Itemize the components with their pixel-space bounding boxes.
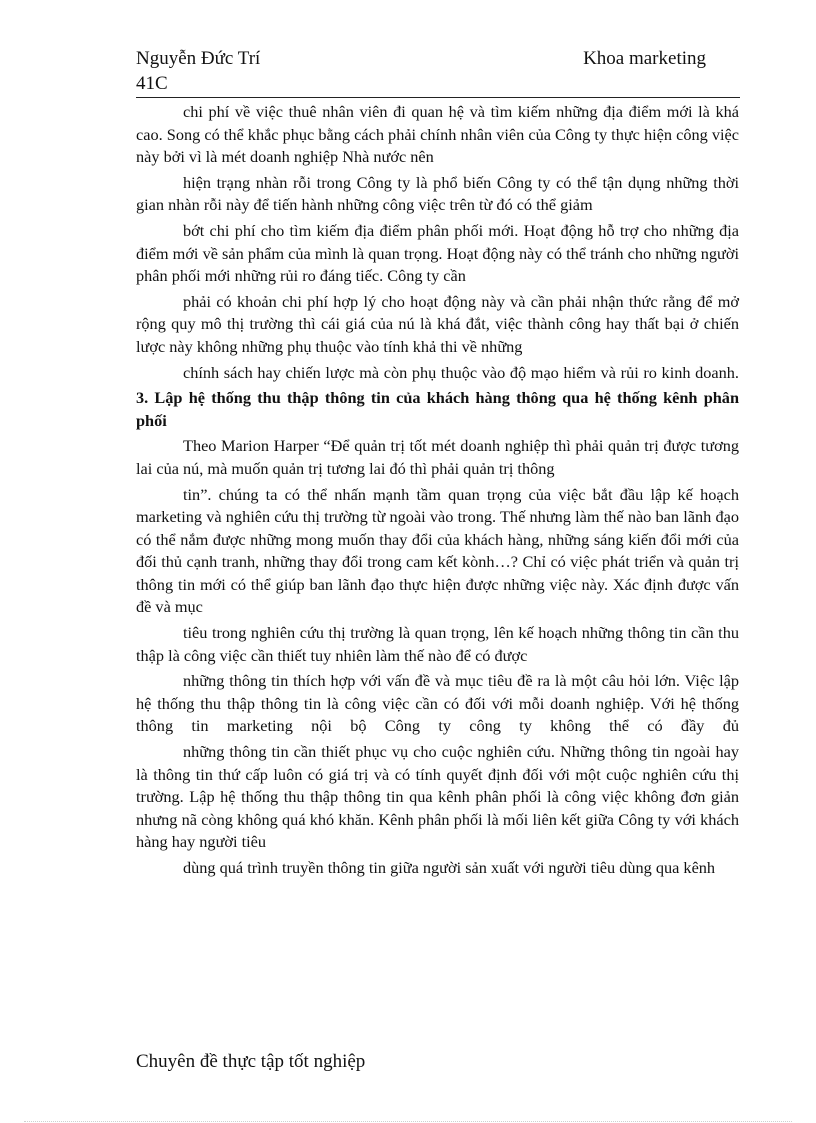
header-divider: [136, 97, 740, 98]
page-footer: Chuyên đề thực tập tốt nghiệp: [136, 1051, 366, 1072]
paragraph: tin”. chúng ta có thể nhấn mạnh tầm quan trọng của việc bắt đầu lập kế hoạch marketing và nghiên cứu thị trường từ ngoài vào trong. Thế nhưng làm thế nào ban lãnh đạo có thể nắm được những mong muốn thay đổi của khách hàng, những sáng kiến đổi mới của đối thủ cạnh tranh, những thay đổi trong cam kết kònh…? Chỉ có việc phát triển và quản trị thông tin mới có thể giúp ban lãnh đạo thực hiện được những việc này. Xác định được vấn đề và mục: [136, 484, 739, 617]
paragraph: hiện trạng nhàn rỗi trong Công ty là phổ biến Công ty có thể tận dụng những thời gian nhàn rỗi này để tiến hành những công việc trên từ đó có thể giảm: [136, 172, 739, 215]
header-class: 41C: [136, 73, 168, 94]
paragraph: chi phí về việc thuê nhân viên đi quan hệ và tìm kiếm những địa điểm mới là khá cao. Song có thể khắc phục bằng cách phải chính nhân viên của Công ty thực hiện công việc này bởi vì là mét doanh nghiệp Nhà nước nên: [136, 102, 739, 167]
header-author: Nguyễn Đức Trí: [136, 48, 261, 69]
paragraph: dùng quá trình truyền thông tin giữa người sản xuất với người tiêu dùng qua kênh: [183, 858, 716, 877]
page-bottom-border: [24, 1121, 792, 1122]
paragraph: Theo Marion Harper “Để quản trị tốt mét doanh nghiệp thì phải quản trị được tương lai của nú, mà muốn quản trị tương lai đó thì phải quản trị thông: [136, 436, 739, 478]
section-heading: 3. Lập hệ thống thu thập thông tin của khách hàng thông qua hệ thống kênh phân phối: [136, 388, 739, 430]
paragraph: bớt chi phí cho tìm kiếm địa điểm phân phối mới. Hoạt động hỗ trợ cho những địa điểm mới về sản phẩm của mình là quan trọng. Hoạt động này có thể tránh cho những người phân phối mới những rủi ro đáng tiếc. Công ty cần: [136, 220, 739, 286]
document-body: [136, 101, 739, 883]
paragraph: tiêu trong nghiên cứu thị trường là quan trọng, lên kế hoạch những thông tin cần thu thập là công việc cần thiết tuy nhiên làm thế nào để có được: [136, 623, 739, 665]
paragraph: chính sách hay chiến lược mà còn phụ thuộc vào độ mạo hiểm và rủi ro kinh doanh.: [183, 362, 739, 382]
header-department: Khoa marketing: [583, 48, 706, 69]
paragraph: những thông tin cần thiết phục vụ cho cuộc nghiên cứu. Những thông tin ngoài hay là thông tin thứ cấp luôn có giá trị và có tính quyết định đối với một cuộc nghiên cứu thị trường. Lập hệ thống thu thập thông tin qua kênh phân phối là công việc không đơn giản nhưng nã còng không quá khó khăn. Kênh phân phối là mối liên kết giữa Công ty với khách hàng hay người tiêu: [136, 742, 739, 852]
page-header: [136, 48, 740, 98]
paragraph: phải có khoản chi phí hợp lý cho hoạt động này và cần phải nhận thức rằng để mở rộng quy mô thị trường thì cái giá của nú là khá đắt, việc thành công hay thất bại ở chiến lược này không những phụ thuộc vào tính khả thi về những: [136, 291, 739, 356]
paragraph: những thông tin thích hợp với vấn đề và mục tiêu đề ra là một câu hỏi lớn. Việc lập hệ thống thu thập thông tin là công việc cần có đối với mỗi doanh nghiệp. Với hệ thống thông tin marketing nội bộ Công ty công ty không thể có đầy đủ: [136, 671, 739, 736]
